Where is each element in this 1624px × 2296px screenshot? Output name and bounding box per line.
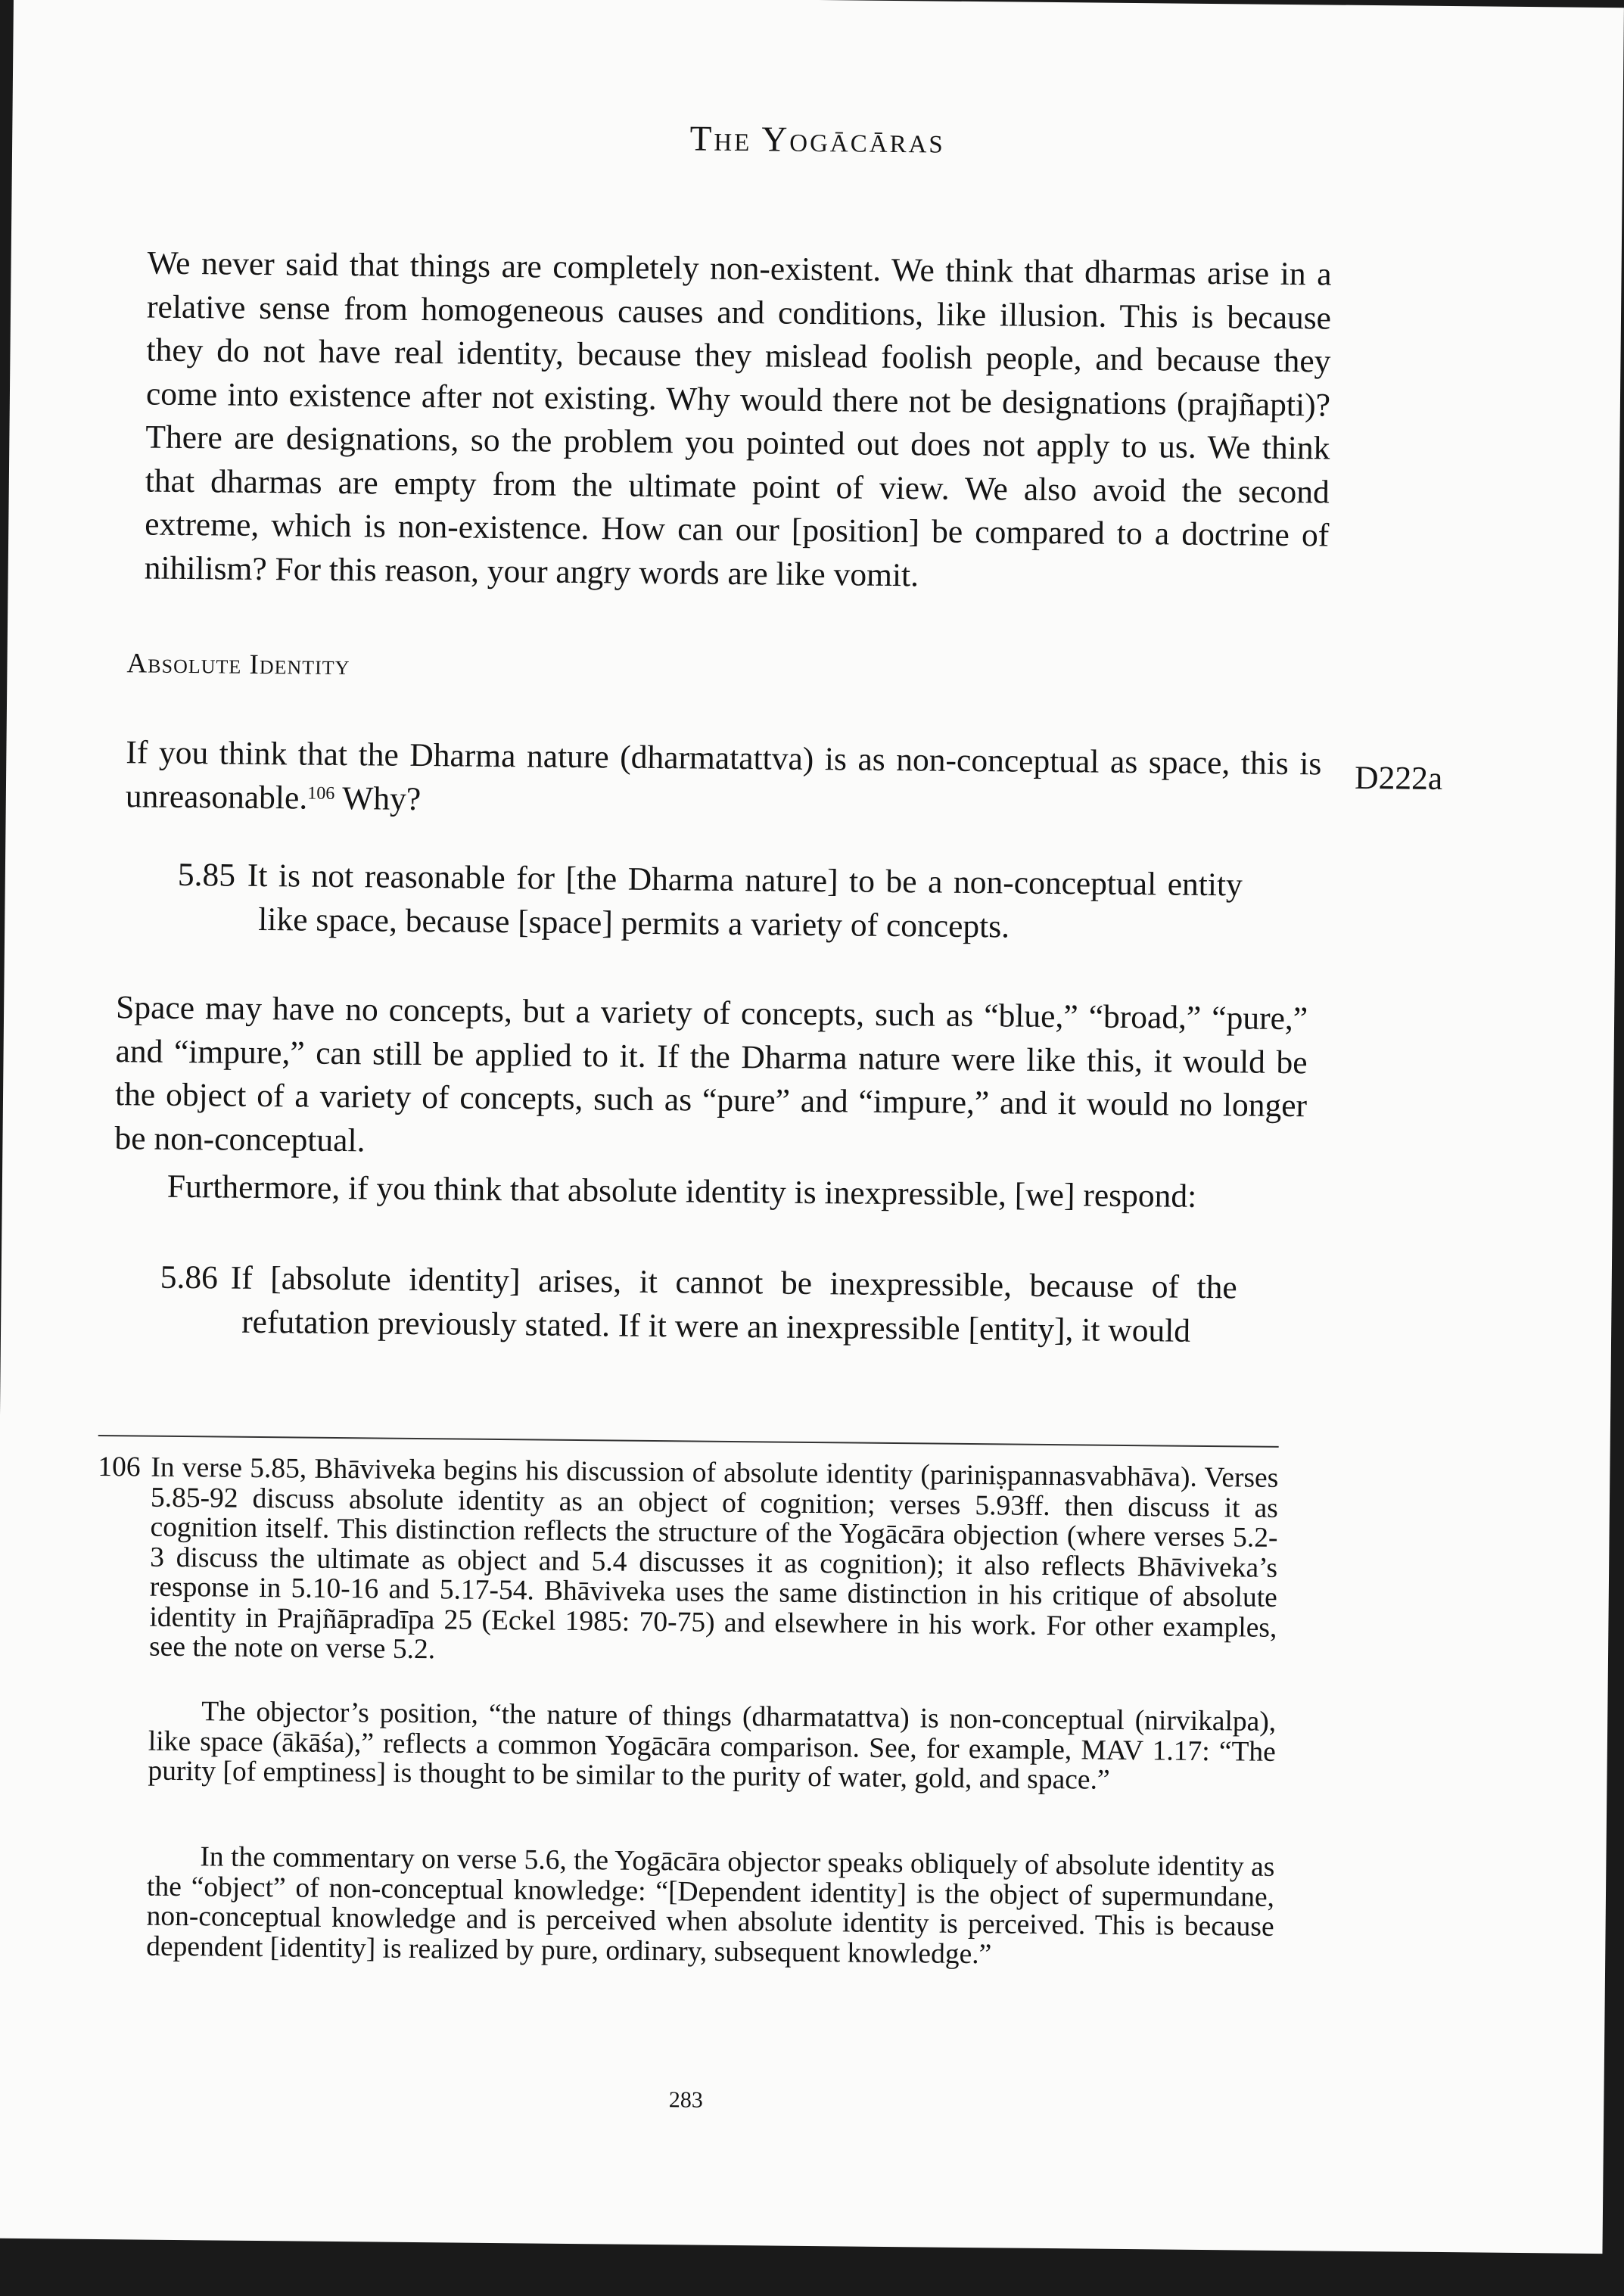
verse-number-5-85: 5.85 bbox=[177, 856, 236, 894]
footnote-106-part-1: In verse 5.85, Bhāviveka begins his discussion of absolute identity (pariniṣpannasvabhāva). Verses 5.85-92 discuss absolute identity as an object of cognition; verses 5.93ff. then discuss it as cognition itself. This distinction reflects the structure of the Yogācāra objection (where verses 5.2-3 discuss the ultimate as object and 5.4 discusses it as cognition); it also reflects Bhāviveka’s response in 5.10-16 and 5.17-54. Bhāviveka uses the same distinction in his critique of absolute identity in Prajñāpradīpa 25 (Eckel 1985: 70-75) and elsewhere in his work. For other examples, see the note on verse 5.2. bbox=[148, 1451, 1279, 1666]
footnote-rule bbox=[98, 1435, 1279, 1448]
verse-text-5-86: If [absolute identity] arises, it cannot be inexpressible, because of the refutation previously stated. If it were an inexpressible [entity], it would bbox=[230, 1259, 1237, 1349]
section-heading-absolute-identity: Absolute Identity bbox=[126, 648, 350, 682]
footnote-number: 106 bbox=[98, 1451, 141, 1483]
paragraph-dharma-nature bbox=[126, 731, 1322, 829]
paragraph-dharmas-not-nonexistent: We never said that things are completely non-existent. We think that dharmas arise in a relative sense from homogeneous causes and conditions, like illusion. This is because they do not have real identity, because they mislead foolish people, and because they come into existence after not existing. Why would there not be designations (prajñapti)? There are designations, so the problem you pointed out does not apply to us. We think that dharmas are empty from the ultimate point of view. We also avoid the second extreme, which is non-existence. How can our [position] be compared to a doctrine of nihilism? For this reason, your angry words are like vomit. bbox=[144, 244, 1332, 593]
verse-text-5-85: It is not reasonable for [the Dharma nature] to be a non-conceptual entity like space, because [space] permits a variety of concepts. bbox=[247, 857, 1243, 944]
paragraph-dharma-nature-tail: Why? bbox=[334, 779, 422, 817]
paragraph-dharma-nature-text: If you think that the Dharma nature (dharmatattva) is as non-conceptual as space, this is unreasonable. bbox=[125, 734, 1322, 817]
page-number: 283 bbox=[668, 2087, 704, 2113]
verse-number-5-86: 5.86 bbox=[160, 1258, 219, 1296]
footnote-reference: 106 bbox=[307, 783, 335, 804]
footnote-106-part-3: In the commentary on verse 5.6, the Yogācāra objector speaks obliquely of absolute identity as the “object” of non-conceptual knowledge: “[Dependent identity] is the object of supermundane, non-conceptual knowledge and is perceived when absolute identity is perceived. This is because dependent [identity] is realized by pure, ordinary, subsequent knowledge.” bbox=[146, 1841, 1275, 1970]
margin-reference-d222a: D222a bbox=[1354, 759, 1443, 797]
running-head: The Yogācāras bbox=[689, 119, 946, 161]
paragraph-inexpressible: Furthermore, if you think that absolute identity is inexpressible, [we] respond: bbox=[166, 1168, 1197, 1215]
paragraph-space-concepts: Space may have no concepts, but a variety of concepts, such as “blue,” “broad,” “pure,” and “impure,” can still be applied to it. If the Dharma nature were like this, it would be the object of a variety of concepts, such as “pure” and “impure,” and it would no longer be non-conceptual. bbox=[114, 989, 1308, 1159]
footnote-106-part-2: The objector’s position, “the nature of things (dharmatattva) is non-conceptual (nirvikalpa), like space (ākāśa),” reflects a common Yogācāra comparison. See, for example, MAV 1.17: “The purity [of emptiness] is thought to be similar to the purity of water, gold, and space.” bbox=[148, 1696, 1277, 1796]
